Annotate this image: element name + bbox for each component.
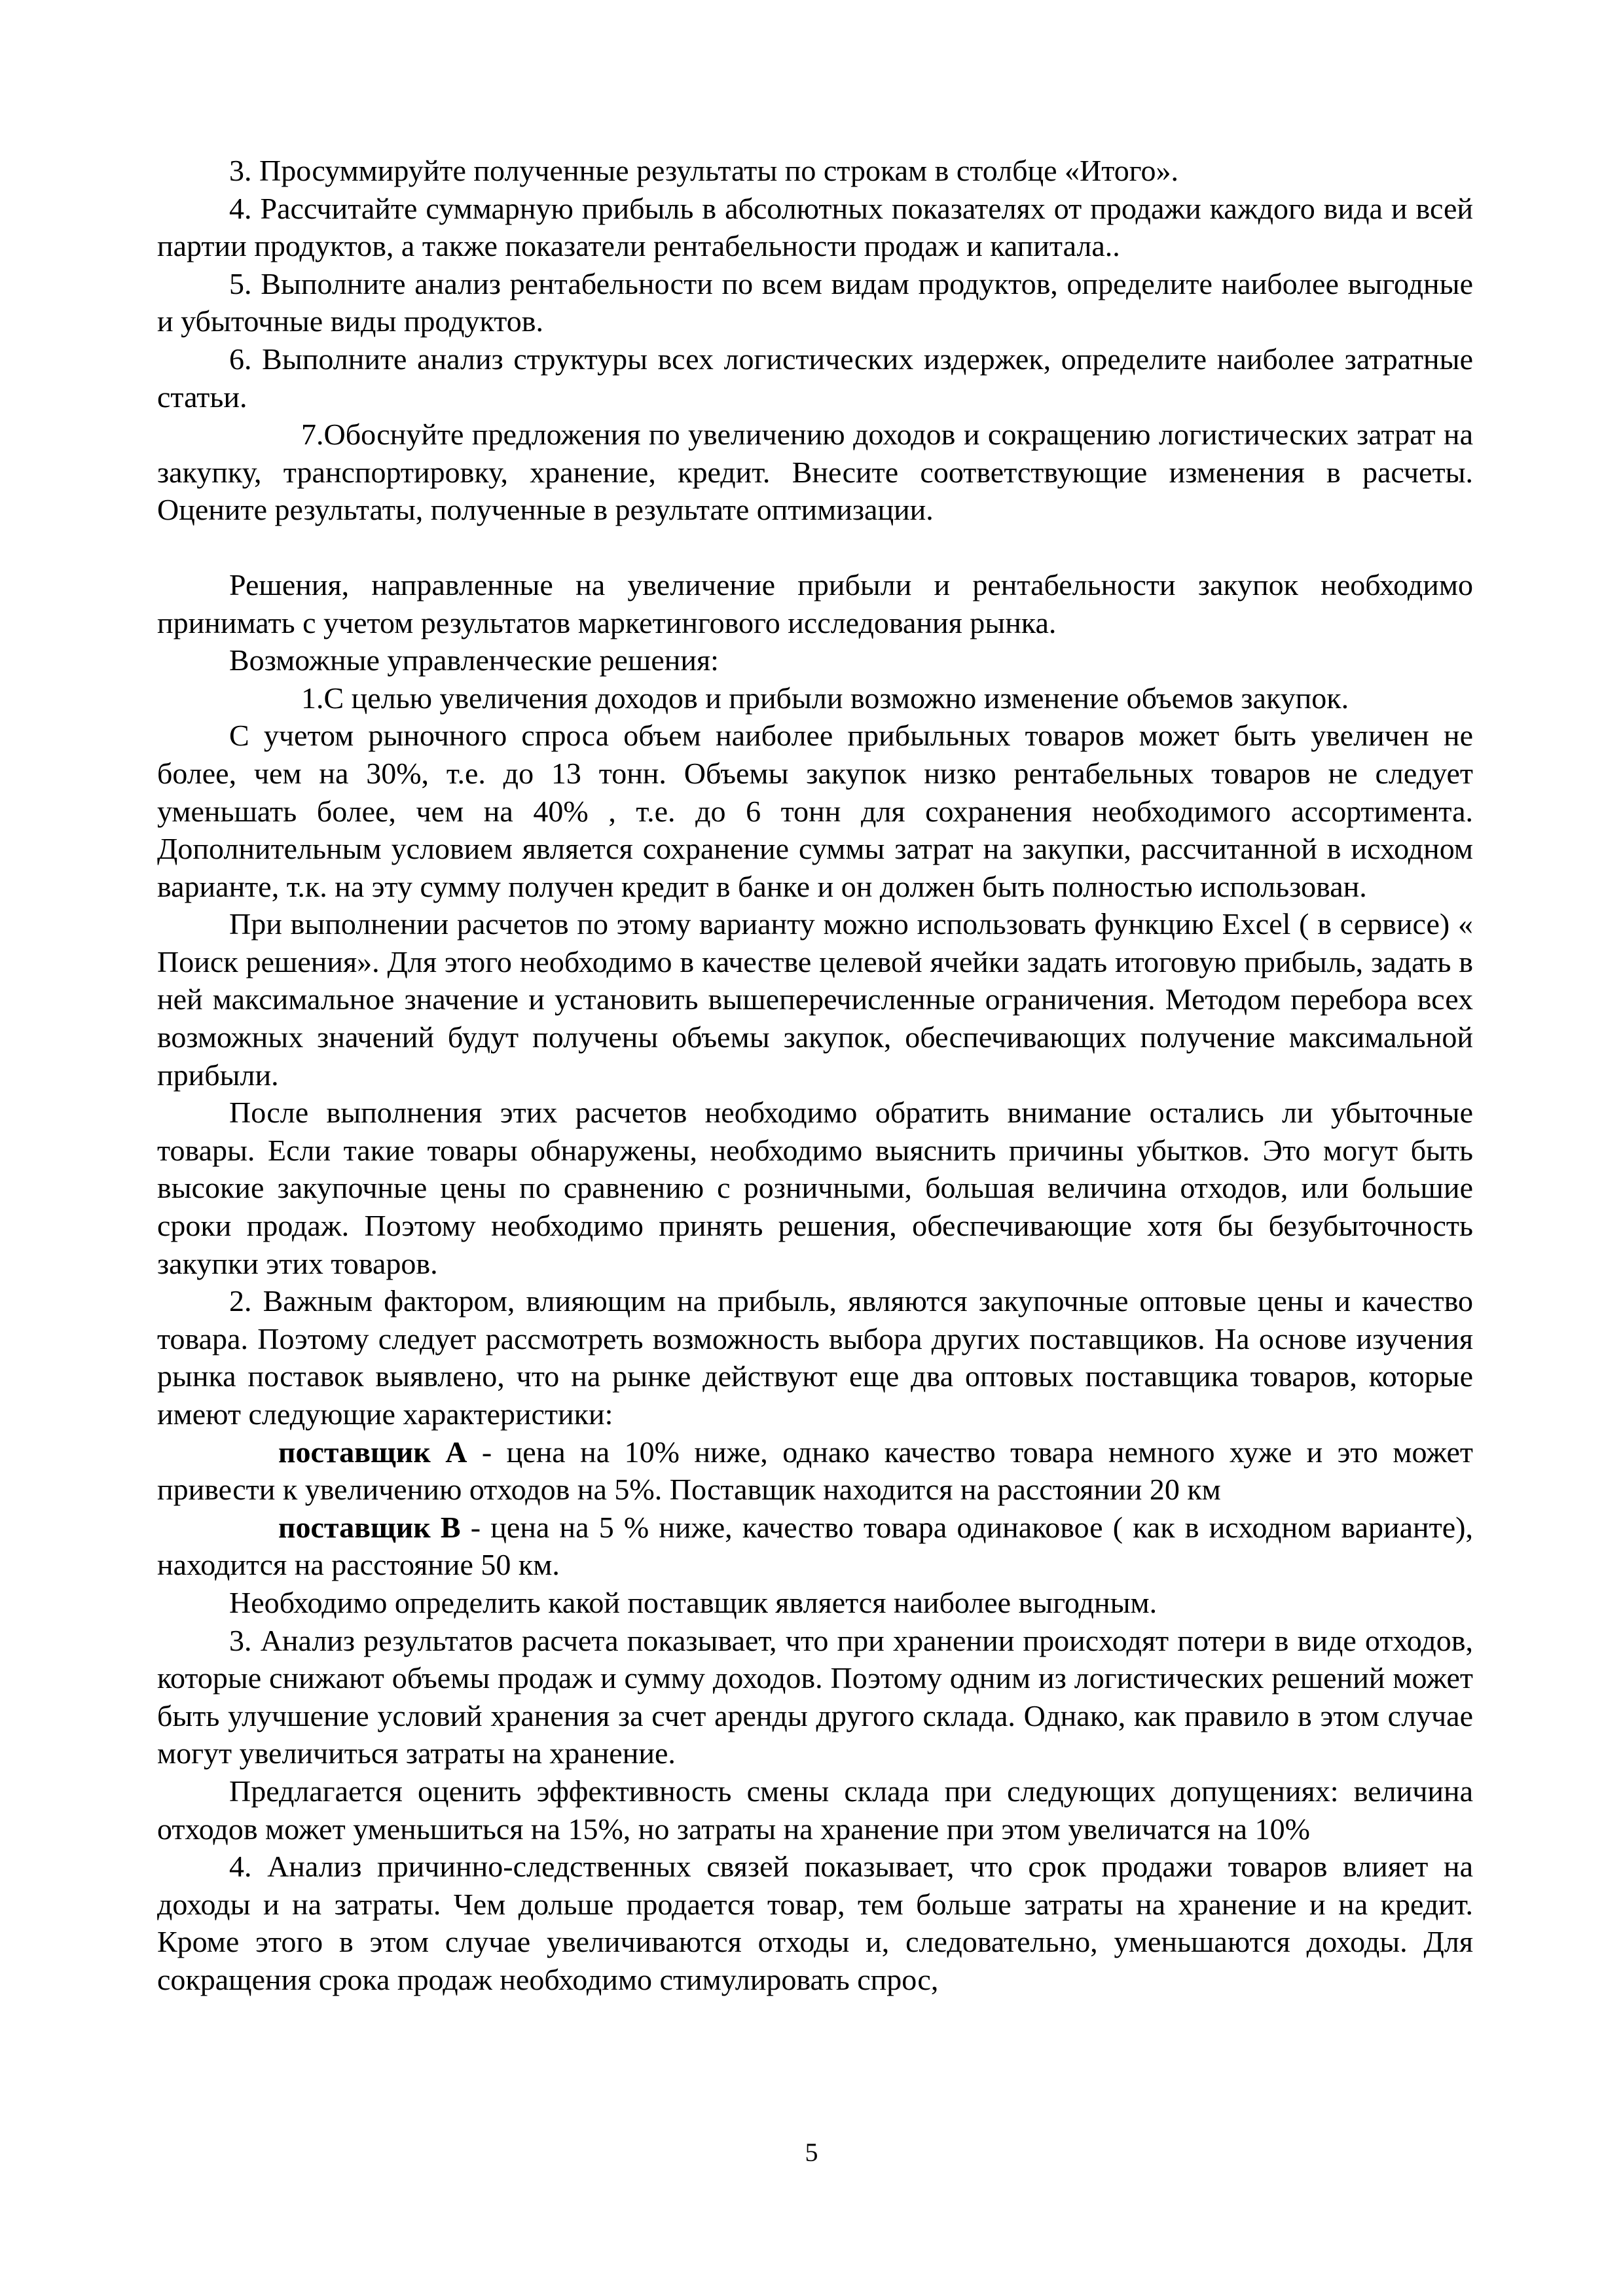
page-body bbox=[157, 152, 1473, 1999]
supplier-b-text: - цена на 5 % ниже, качество товара одинаковое ( как в исходном варианте), находится на расстояние 50 км. bbox=[157, 1510, 1473, 1582]
instruction-step-5: 5. Выполните анализ рентабельности по всем видам продуктов, определите наиболее выгодные и убыточные виды продуктов. bbox=[157, 266, 1473, 338]
decisions-heading: Возможные управленческие решения: bbox=[229, 643, 719, 677]
decision-3: 3. Анализ результатов расчета показывает, что при хранении происходят потери в виде отходов, которые снижают объемы продаж и сумму доходов. Поэтому одним из логистических решений может быть улучшение условий хранения за счет аренды другого склада. Однако, как правило в этом случае могут увеличиться затраты на хранение. bbox=[157, 1623, 1473, 1770]
supplier-b bbox=[157, 1509, 1473, 1584]
step-7-text: Обоснуйте предложения по увеличению доходов и сокращению логистических затрат на закупку, транспортировку, хранение, кредит. Внесите соответствующие изменения в расчеты. Оцените результаты, полученные в результате оптимизации. bbox=[157, 418, 1473, 527]
supplier-a-label: поставщик А bbox=[278, 1435, 467, 1469]
supplier-a bbox=[157, 1433, 1473, 1509]
instruction-step-7 bbox=[157, 416, 1473, 529]
supplier-a-text: - цена на 10% ниже, однако качество товара немного хуже и это может привести к увеличению отходов на 5%. Поставщик находится на расстоянии 20 км bbox=[157, 1435, 1474, 1507]
decision-1 bbox=[157, 679, 1473, 717]
decision-1-excel: При выполнении расчетов по этому варианту можно использовать функцию Excel ( в сервисе) « Поиск решения». Для этого необходимо в качестве целевой ячейки задать итоговую прибыль, задать в ней максимальное значение и установить вышеперечисленные ограничения. Методом перебора всех возможных значений будут получены объемы закупок, обеспечивающих получение максимальной прибыли. bbox=[157, 907, 1473, 1092]
supplier-b-label: поставщик В bbox=[278, 1510, 461, 1544]
step-7-number: 7. bbox=[301, 418, 324, 452]
decision-1-text: С целью увеличения доходов и прибыли возможно изменение объемов закупок. bbox=[323, 681, 1349, 715]
page-number: 5 bbox=[805, 2138, 818, 2167]
supplier-question: Необходимо определить какой поставщик является наиболее выгодным. bbox=[229, 1585, 1158, 1619]
instruction-step-4: 4. Рассчитайте суммарную прибыль в абсолютных показателях от продажи каждого вида и всей партии продуктов, а также показатели рентабельности продаж и капитала.. bbox=[157, 191, 1473, 263]
decision-1-loss-check: После выполнения этих расчетов необходимо обратить внимание остались ли убыточные товары. Если такие товары обнаружены, необходимо выяснить причины убытков. Это могут быть высокие закупочные цены по сравнению с розничными, большая величина отходов, или большие сроки продаж. Поэтому необходимо принять решения, обеспечивающие хотя бы безубыточность закупки этих товаров. bbox=[157, 1096, 1473, 1280]
instruction-step-6: 6. Выполните анализ структуры всех логистических издержек, определите наиболее затратные статьи. bbox=[157, 342, 1473, 414]
decision-4: 4. Анализ причинно-следственных связей показывает, что срок продажи товаров влияет на доходы и на затраты. Чем дольше продается товар, тем больше затраты на хранение и на кредит. Кроме этого в этом случае увеличиваются отходы и, следовательно, уменьшаются доходы. Для сокращения срока продаж необходимо стимулировать спрос, bbox=[157, 1850, 1473, 1996]
decisions-intro: Решения, направленные на увеличение прибыли и рентабельности закупок необходимо принимать с учетом результатов маркетингового исследования рынка. bbox=[157, 567, 1473, 639]
instruction-step-3: 3. Просуммируйте полученные результаты по строкам в столбце «Итого». bbox=[229, 154, 1178, 187]
decision-3-assumptions: Предлагается оценить эффективность смены склада при следующих допущениях: величина отходов может уменьшиться на 15%, но затраты на хранение при этом увеличатся на 10% bbox=[157, 1774, 1473, 1846]
decision-1-number: 1. bbox=[301, 681, 324, 715]
decision-2: 2. Важным фактором, влияющим на прибыль, являются закупочные оптовые цены и качество товара. Поэтому следует рассмотреть возможность выбора других поставщиков. На основе изучения рынка поставок выявлено, что на рынке действуют еще два оптовых поставщика товаров, которые имеют следующие характеристики: bbox=[157, 1284, 1473, 1431]
decision-1-volumes: С учетом рыночного спроса объем наиболее прибыльных товаров может быть увеличен не более, чем на 30%, т.е. до 13 тонн. Объемы закупок низко рентабельных товаров не следует уменьшать более, чем на 40% , т.е. до 6 тонн для сохранения необходимого ассортимента. Дополнительным условием является сохранение суммы затрат на закупки, рассчитанной в исходном варианте, т.к. на эту сумму получен кредит в банке и он должен быть полностью использован. bbox=[157, 719, 1473, 903]
